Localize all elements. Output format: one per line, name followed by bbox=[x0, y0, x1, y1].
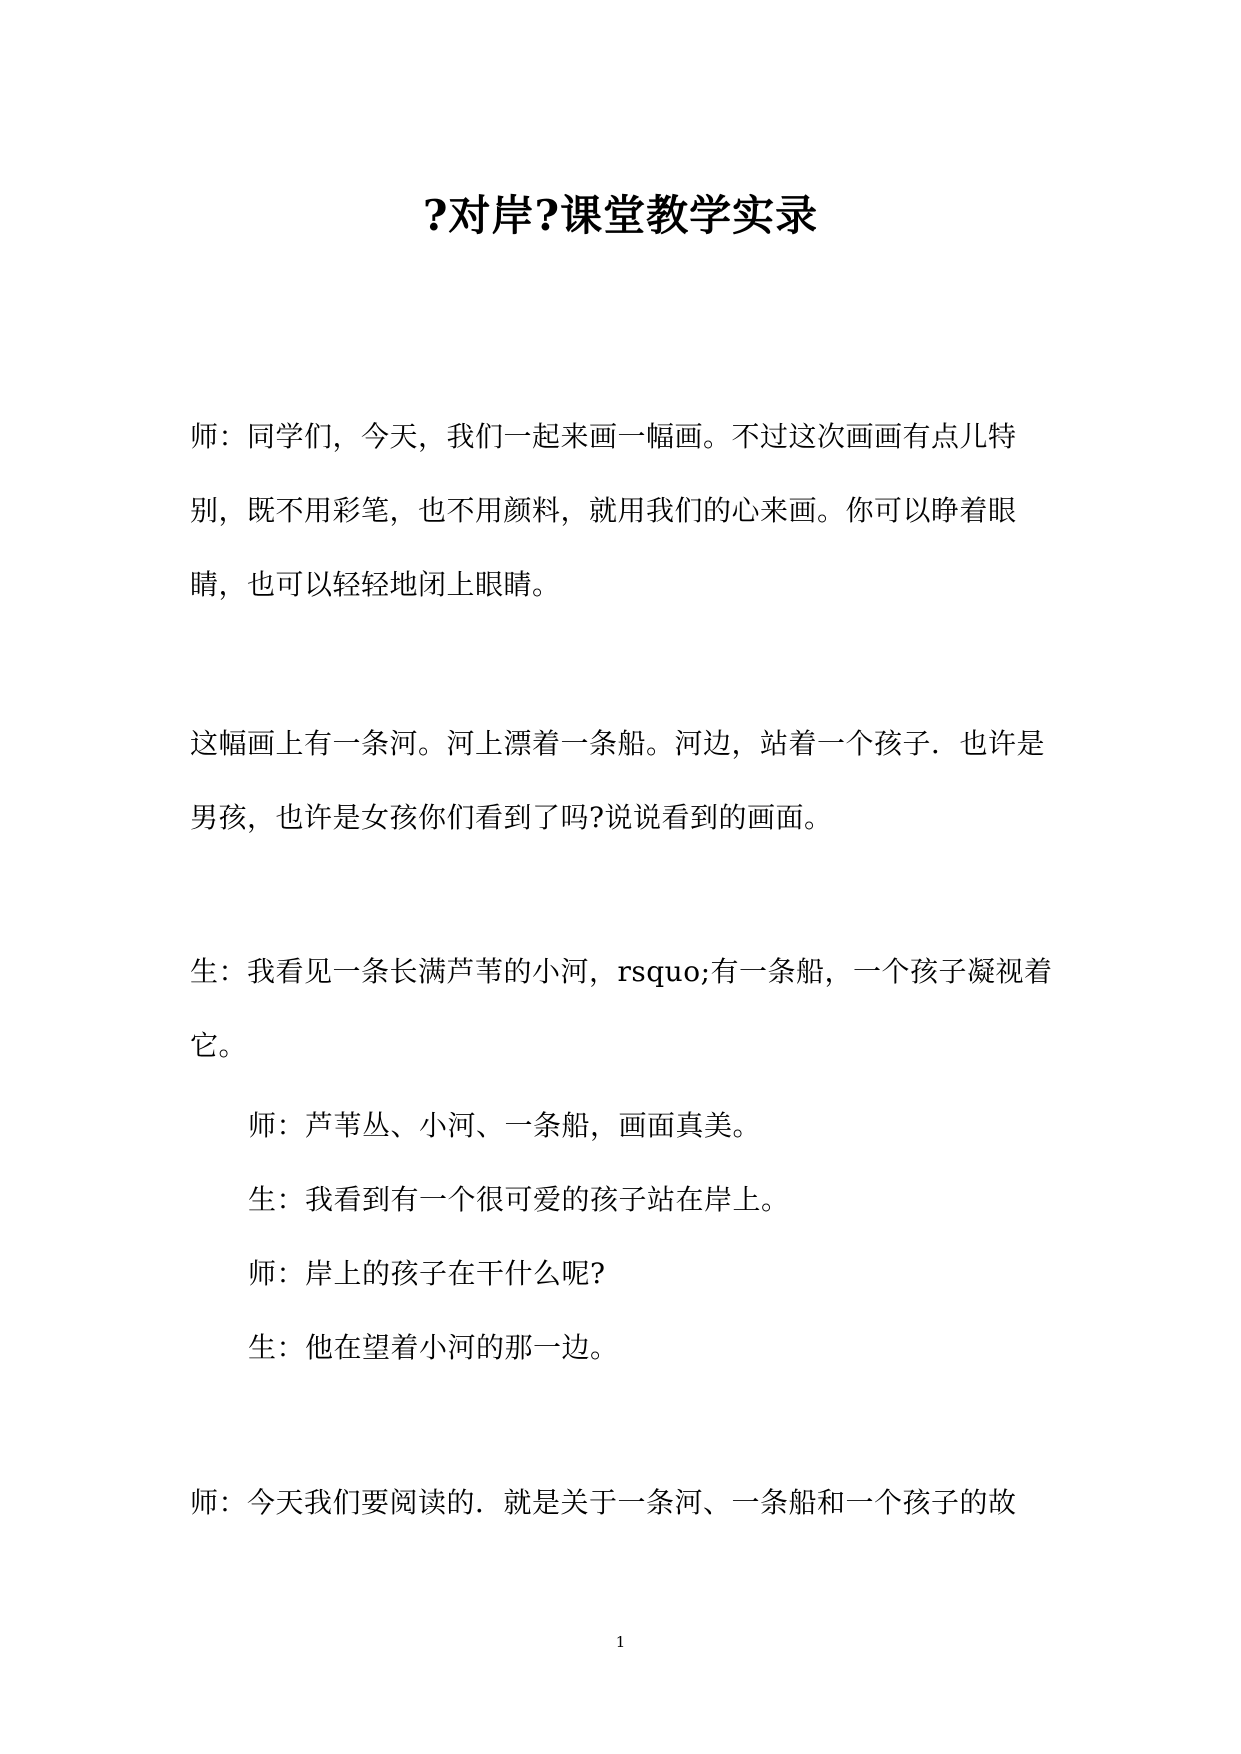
paragraph-student-answer: 生：我看见一条长满芦苇的小河，rsquo;有一条船，一个孩子凝视着它。 bbox=[190, 955, 1053, 1062]
dialogue-line-2: 生：我看到有一个很可爱的孩子站在岸上。 bbox=[248, 1183, 790, 1216]
paragraph-picture-description: 这幅画上有一条河。河上漂着一条船。河边，站着一个孩子．也许是男孩，也许是女孩你们看到了吗?说说看到的画面。 bbox=[190, 727, 1046, 834]
paragraph-closing: 师：今天我们要阅读的．就是关于一条河、一条船和一个孩子的故 bbox=[190, 1486, 1017, 1519]
dialogue-line-3: 师：岸上的孩子在干什么呢? bbox=[248, 1257, 606, 1290]
dialogue-line-1: 师：芦苇丛、小河、一条船，画面真美。 bbox=[248, 1109, 762, 1142]
page-number: 1 bbox=[615, 1633, 626, 1651]
dialogue-line-4: 生：他在望着小河的那一边。 bbox=[248, 1331, 619, 1364]
page-title: ?对岸?课堂教学实录 bbox=[422, 191, 819, 241]
paragraph-teacher-intro: 师：同学们，今天，我们一起来画一幅画。不过这次画画有点儿特别，既不用彩笔，也不用颜料，就用我们的心来画。你可以睁着眼睛，也可以轻轻地闭上眼睛。 bbox=[190, 420, 1017, 601]
